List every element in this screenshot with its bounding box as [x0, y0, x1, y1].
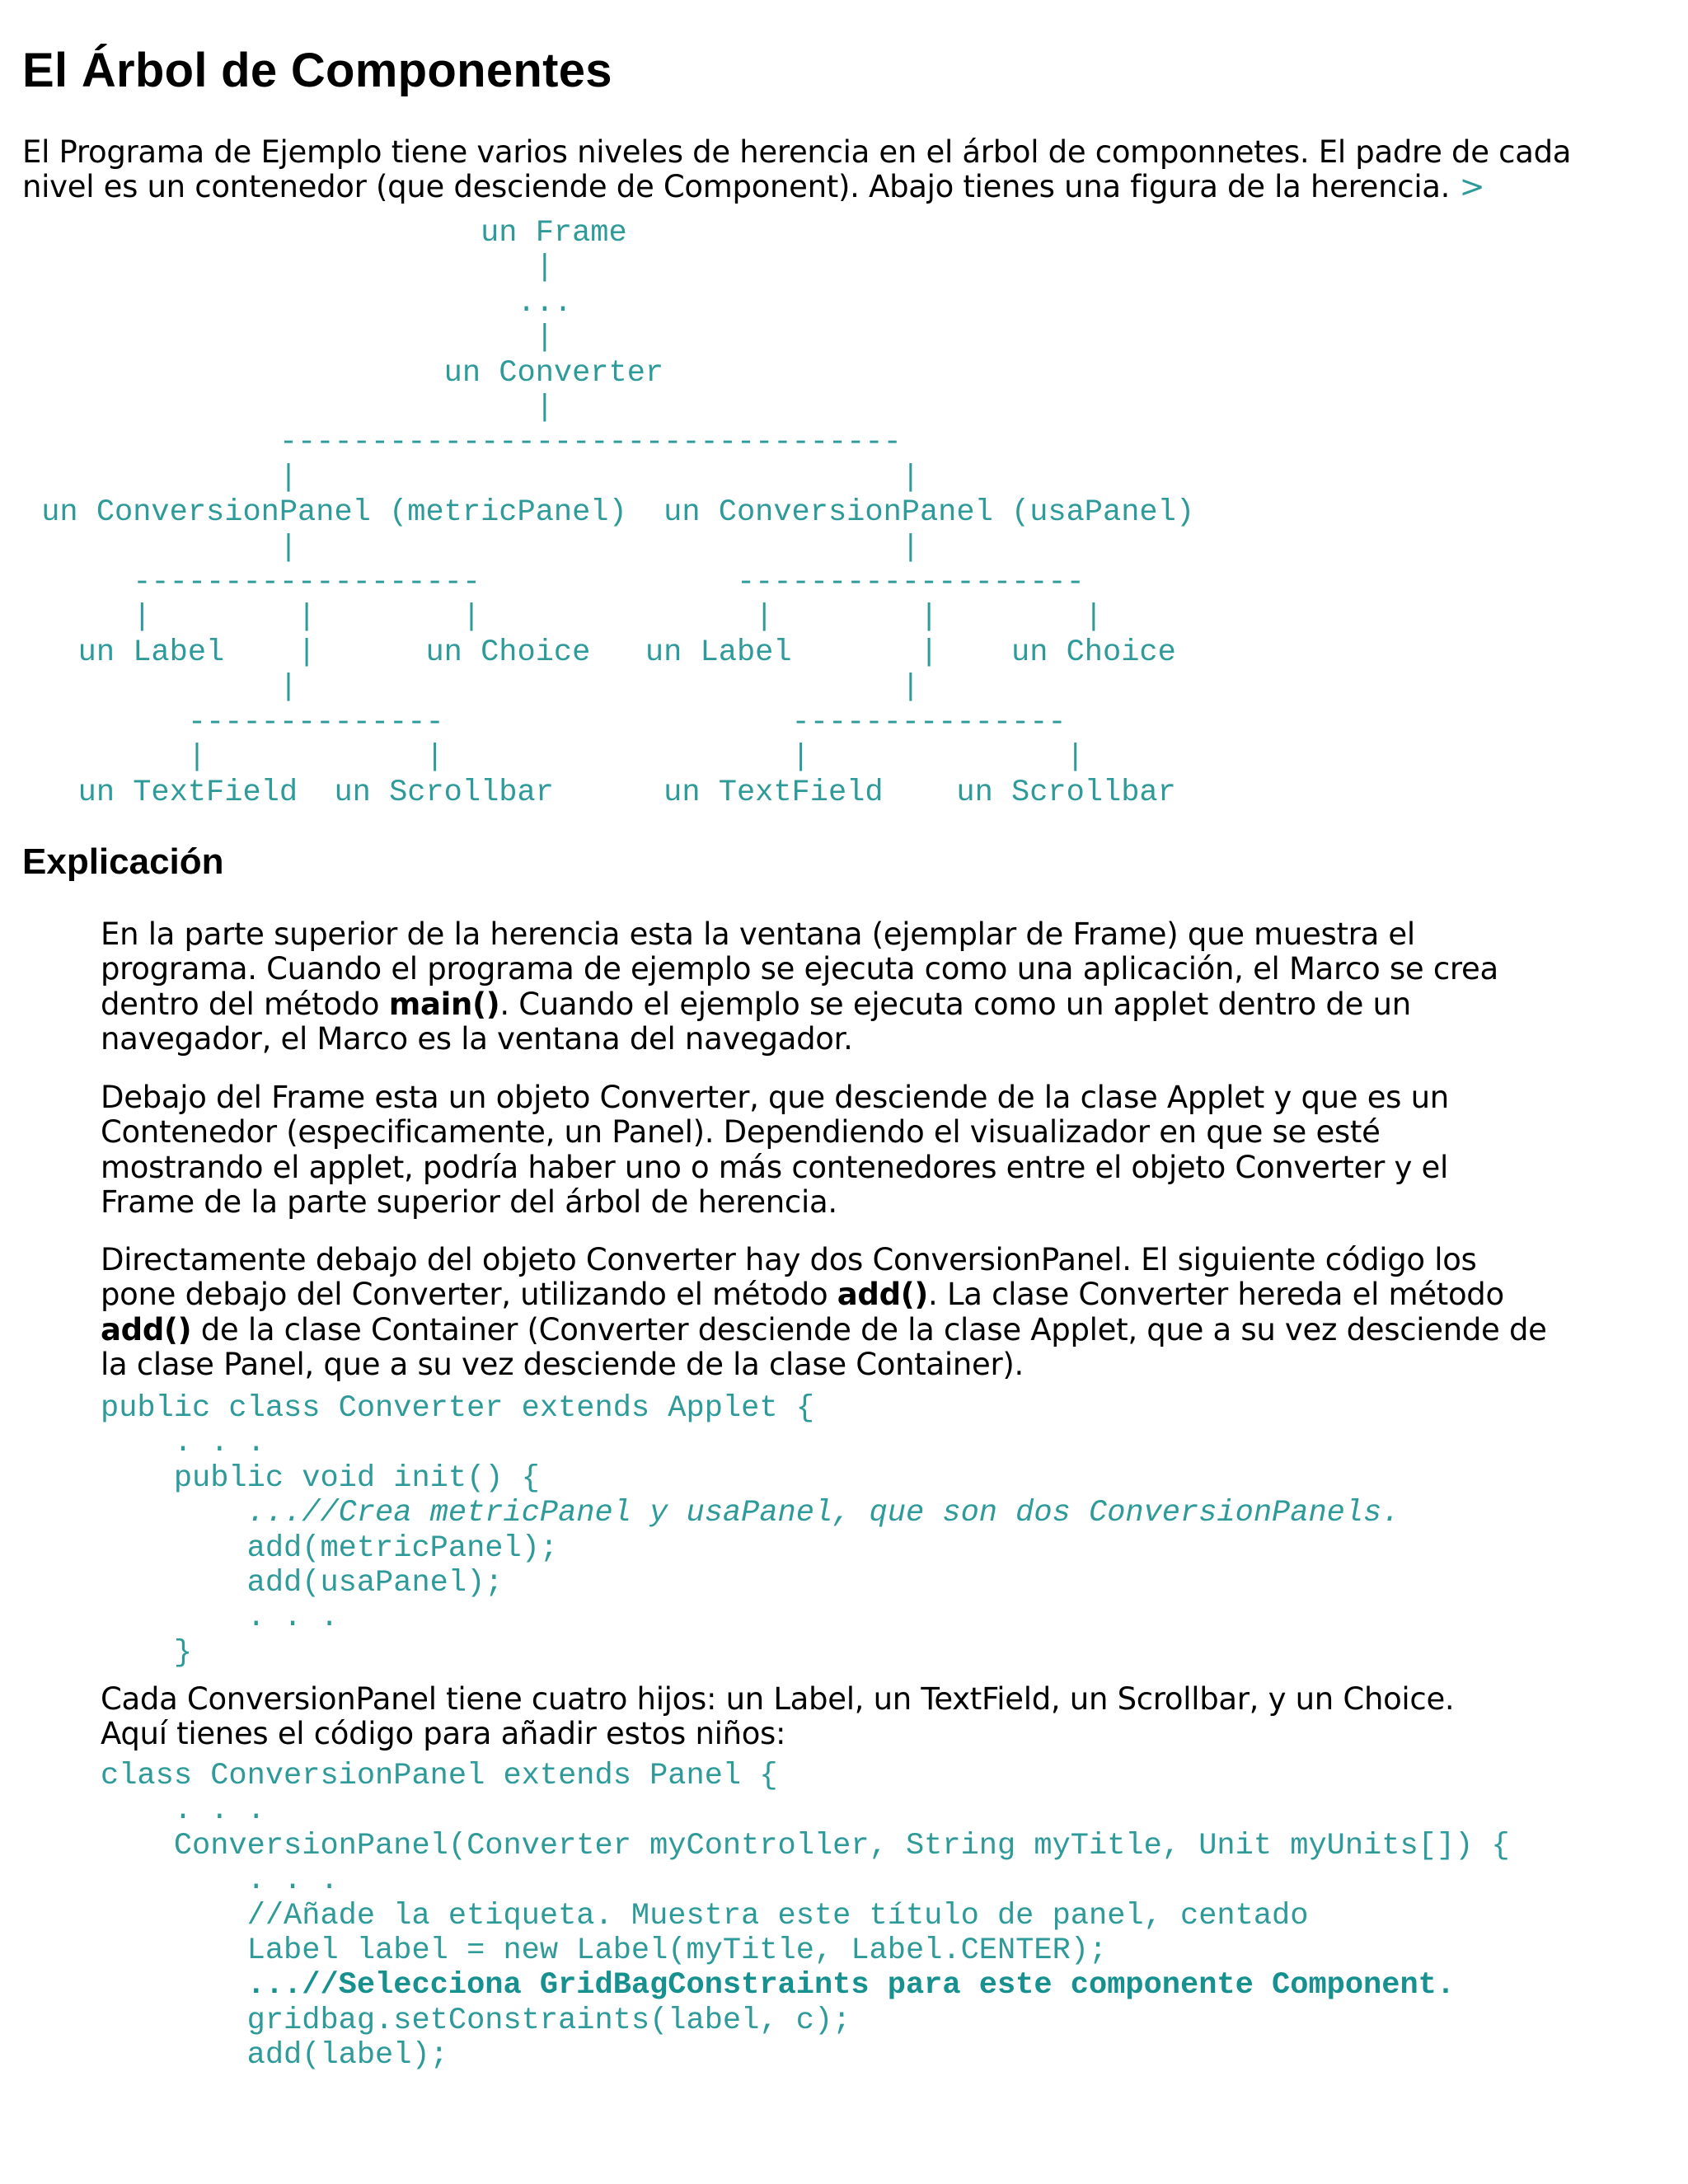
text-line: Directamente debajo del objeto Converter hay dos ConversionPanel. El siguiente código los: [101, 1242, 1477, 1277]
tree-line: | |: [23, 460, 920, 495]
explanation-paragraph-1: [101, 917, 1498, 1057]
text-line: la clase Panel, que a su vez desciende de la clase Container).: [101, 1347, 1024, 1383]
code-highlight-line: ...//Selecciona GridBagConstraints para este componente Component.: [101, 1968, 1456, 2004]
tree-line: un TextField un Scrollbar un TextField un Scrollbar: [23, 775, 1176, 810]
inheritance-tree-diagram: [23, 216, 1194, 810]
code-block-conversion-panel: [101, 1759, 1510, 2074]
code-line: add(metricPanel);: [101, 1530, 559, 1566]
page-title: El Árbol de Componentes: [22, 44, 612, 97]
tree-line: un Frame: [23, 216, 627, 251]
code-line: . . .: [101, 1793, 265, 1829]
code-line: . . .: [101, 1601, 339, 1636]
text-line: Cada ConversionPanel tiene cuatro hijos: un Label, un TextField, un Scrollbar, y un Choice.: [101, 1681, 1455, 1717]
intro-line-1: El Programa de Ejemplo tiene varios niveles de herencia en el árbol de componnetes. El padre de cada: [22, 134, 1572, 170]
explanation-paragraph-4: [101, 1682, 1454, 1752]
tree-line: un ConversionPanel (metricPanel) un ConversionPanel (usaPanel): [23, 495, 1195, 531]
section-title-explicacion: Explicación: [22, 841, 224, 882]
code-line: ConversionPanel(Converter myController, String myTitle, Unit myUnits[]) {: [101, 1828, 1510, 1863]
tree-line: -------------- ---------------: [23, 705, 1067, 740]
tree-line: | |: [23, 670, 920, 705]
next-page-link[interactable]: >: [1459, 169, 1485, 205]
code-block-converter: [101, 1391, 1400, 1671]
text-line: mostrando el applet, podría haber uno o más contenedores entre el objeto Converter y el: [101, 1149, 1448, 1185]
inline-code-add: add(): [837, 1277, 929, 1313]
code-line: }: [101, 1635, 193, 1671]
text-line: Aquí tienes el código para añadir estos niños:: [101, 1716, 786, 1752]
text-line: En la parte superior de la herencia esta la ventana (ejemplar de Frame) que muestra el: [101, 916, 1415, 952]
explanation-paragraph-2: [101, 1080, 1449, 1221]
tree-line: |: [23, 251, 554, 286]
text-line: programa. Cuando el programa de ejemplo se ejecuta como una aplicación, el Marco se crea: [101, 951, 1498, 987]
text-line: . La clase Converter hereda el método: [928, 1277, 1504, 1313]
explanation-paragraph-3: [101, 1243, 1547, 1383]
tree-line: | |: [23, 530, 920, 565]
text-line: pone debajo del Converter, utilizando el método: [101, 1277, 837, 1313]
text-line: Contenedor (especificamente, un Panel). Dependiendo el visualizador en que se esté: [101, 1114, 1381, 1151]
tree-line: ------------------- -------------------: [23, 565, 1085, 601]
tree-line: |: [23, 321, 554, 356]
code-comment-line: ...//Crea metricPanel y usaPanel, que son dos ConversionPanels.: [101, 1496, 1400, 1531]
code-line: //Añade la etiqueta. Muestra este título de panel, centado: [101, 1898, 1309, 1933]
intro-paragraph: [22, 135, 1571, 205]
tree-line: | | | |: [23, 740, 1085, 776]
tree-line: |: [23, 391, 554, 426]
tree-line: | | | | | |: [23, 600, 1104, 635]
code-line: class ConversionPanel extends Panel {: [101, 1759, 778, 1793]
code-line: Label label = new Label(myTitle, Label.CENTER);: [101, 1933, 1108, 1969]
code-line: add(usaPanel);: [101, 1566, 504, 1601]
inline-code-main: main(): [388, 986, 500, 1022]
text-line: dentro del método: [101, 986, 389, 1022]
code-line: . . .: [101, 1863, 339, 1899]
text-line: Frame de la parte superior del árbol de herencia.: [101, 1184, 837, 1221]
tree-line: un Converter: [23, 355, 664, 391]
inline-code-add: add(): [101, 1311, 192, 1347]
code-line: add(label);: [101, 2038, 448, 2074]
code-line: . . .: [101, 1426, 265, 1461]
text-line: de la clase Container (Converter desciende de la clase Applet, que a su vez desciende de: [191, 1311, 1547, 1347]
intro-line-2: nivel es un contenedor (que desciende de Component). Abajo tienes una figura de la herencia.: [22, 169, 1460, 205]
text-line: navegador, el Marco es la ventana del navegador.: [101, 1021, 853, 1057]
text-line: . Cuando el ejemplo se ejecuta como un applet dentro de un: [499, 986, 1411, 1022]
code-line: public void init() {: [101, 1460, 540, 1496]
tree-line: un Label | un Choice un Label | un Choice: [23, 635, 1176, 670]
tree-line: ----------------------------------: [23, 425, 902, 461]
text-line: Debajo del Frame esta un objeto Converter, que desciende de la clase Applet y que es un: [101, 1080, 1449, 1115]
tree-line: ...: [23, 285, 573, 321]
code-line: public class Converter extends Applet {: [101, 1391, 814, 1426]
code-line: gridbag.setConstraints(label, c);: [101, 2003, 851, 2038]
